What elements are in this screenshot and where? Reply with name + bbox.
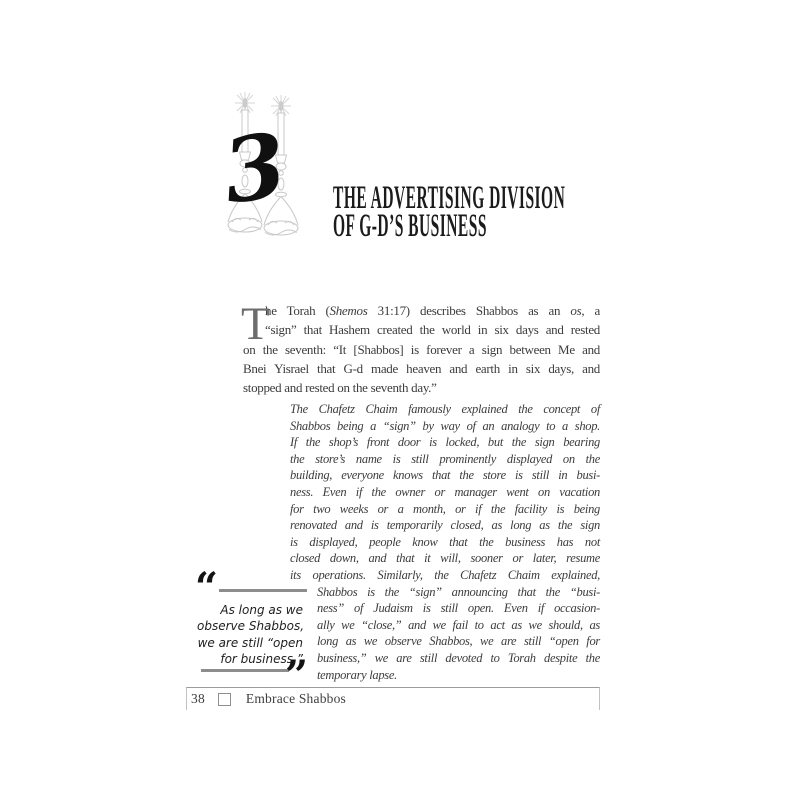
text-line: renovated and is temporarily closed, as long as the sign	[290, 518, 600, 533]
text-line: Shabbos being a “sign” by way of an analogy to a shop.	[290, 418, 600, 433]
text-line: stopped and rested on the seventh day.”	[243, 380, 437, 396]
text-line: building, everyone knows that the store is still in busi-	[290, 468, 600, 483]
text-line: ness” of Judaism is still open. Even if occasion-	[317, 601, 600, 616]
text-line: is displayed, people know that the business has not	[290, 534, 600, 549]
text-line: business,” we are still devoted to Torah despite the	[317, 650, 600, 665]
text-line: observe Shabbos,	[197, 619, 305, 634]
pull-quote-bottom-rule	[201, 669, 289, 672]
text-line: Shabbos is the “sign” announcing that the “busi-	[317, 584, 600, 599]
text-line: long as we observe Shabbos, we are still “open for	[317, 634, 600, 649]
close-quote-icon: ”	[285, 652, 309, 699]
chapter-title-line1: THE ADVERTISING DIVISION	[333, 180, 566, 216]
text-line: If the shop’s front door is locked, but the sign bearing	[290, 435, 600, 450]
chapter-title-line2: OF G-D’S BUSINESS	[333, 208, 487, 244]
text-line: he Torah (Shemos 31:17) describes Shabbos as an os, a	[265, 303, 601, 318]
pull-quote-top-rule	[219, 589, 307, 592]
opening-paragraph-lines	[241, 298, 601, 397]
text-line: for two weeks or a month, or if the facility is being	[290, 501, 600, 516]
text-line: closed down, and that it will, sooner or later, resume	[290, 551, 600, 566]
page-footer	[186, 687, 600, 710]
text-line: its operations. Similarly, the Chafetz Chaim explained,	[290, 567, 600, 582]
text-line: temporary lapse.	[317, 667, 397, 682]
drop-cap: T	[241, 298, 270, 350]
opening-paragraph	[241, 298, 601, 397]
book-title: Embrace Shabbos	[245, 691, 347, 706]
text-line: ness. Even if the owner or manager went on vacation	[290, 484, 600, 499]
analogy-paragraph	[290, 401, 600, 683]
text-line: As long as we	[220, 603, 303, 617]
text-line: The Chafetz Chaim famously explained the concept of	[290, 402, 600, 416]
pull-quote	[195, 564, 309, 699]
text-line: for business.”	[220, 651, 303, 666]
chapter-number: 3	[217, 112, 293, 224]
chapter-title	[333, 180, 800, 244]
text-line: ally we “close,” and we fail to act as we should, as	[317, 617, 600, 632]
text-line: on the seventh: “It [Shabbos] is forever a sign between Me and	[243, 341, 600, 357]
footer-square-icon	[218, 693, 231, 706]
text-line: Bnei Yisrael that G-d made heaven and earth in six days, and	[243, 360, 600, 376]
page-number: 38	[191, 691, 205, 706]
text-line: we are still “open	[197, 635, 303, 650]
text-line: “sign” that Hashem created the world in six days and rested	[265, 322, 600, 338]
text-line: the store’s name is still prominently displayed on the	[290, 451, 600, 466]
open-quote-icon: “	[195, 564, 219, 611]
